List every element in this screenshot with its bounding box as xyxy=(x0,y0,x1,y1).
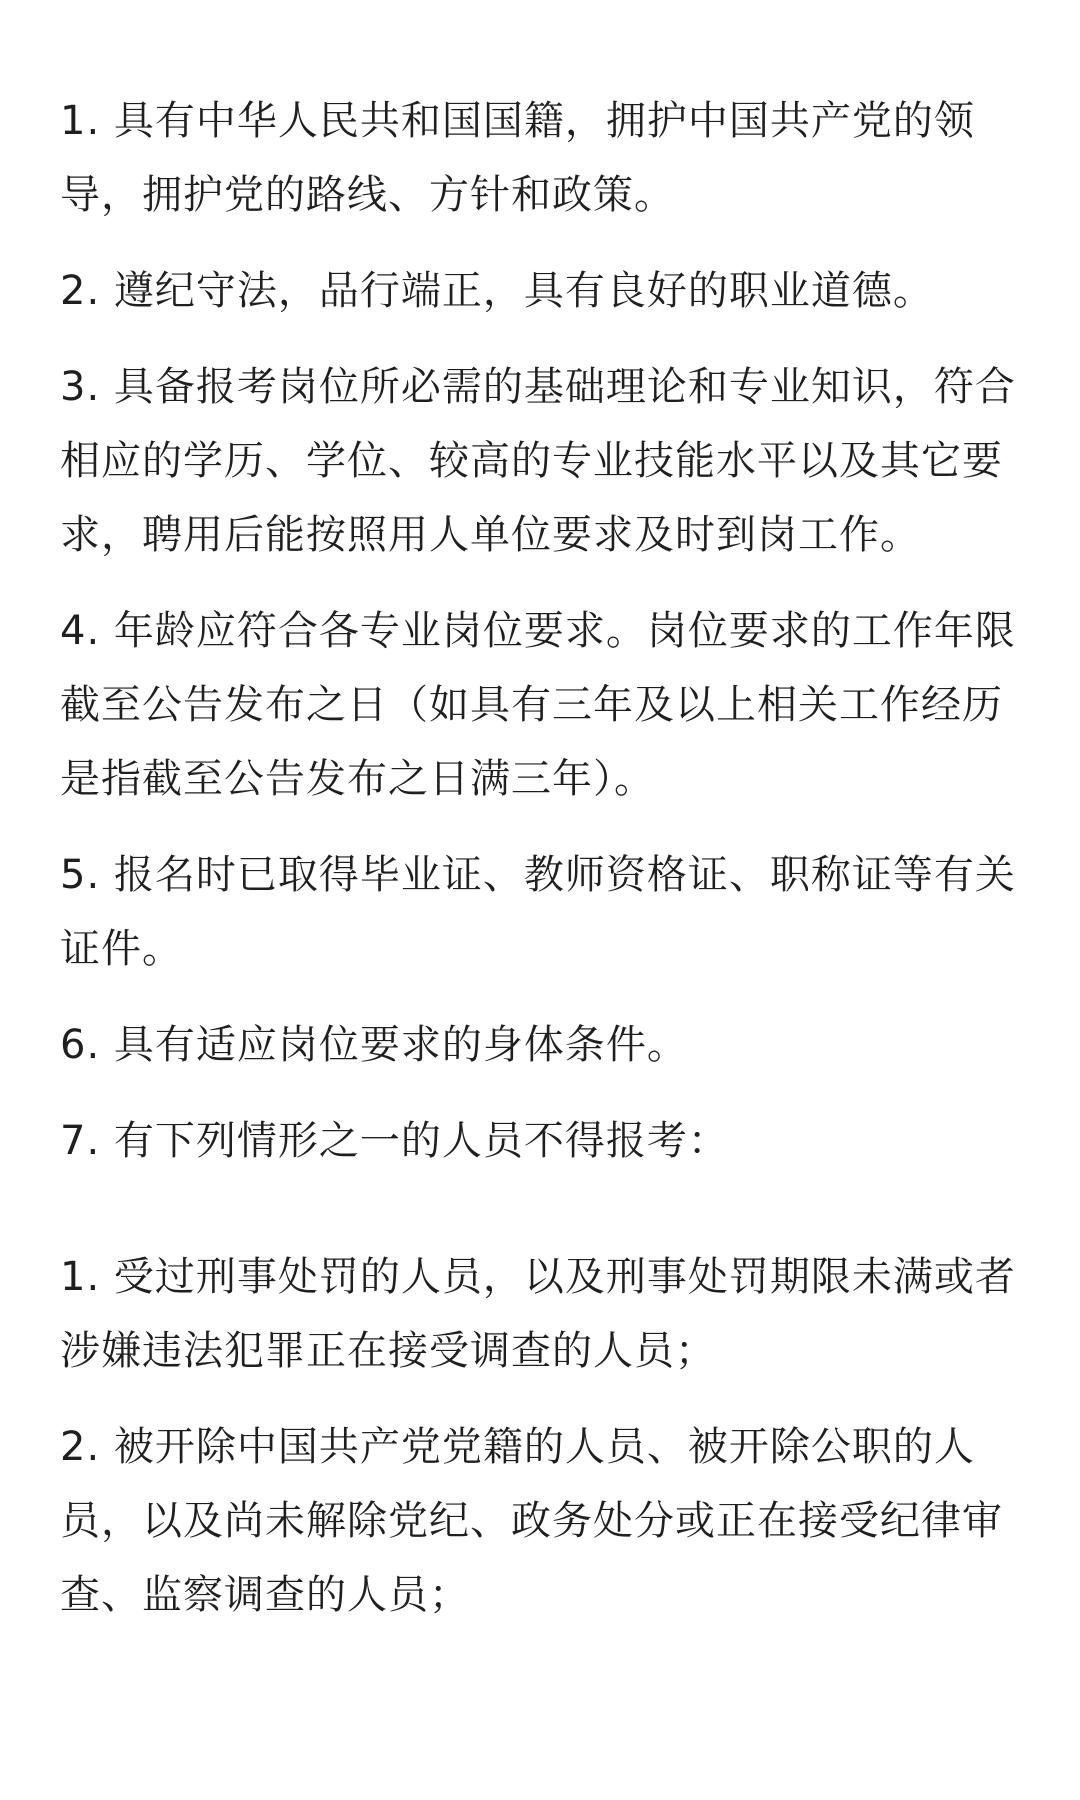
requirement-item-6: 6. 具有适应岗位要求的身体条件。 xyxy=(60,1022,688,1068)
requirement-item-4: 4. 年龄应符合各专业岗位要求。岗位要求的工作年限截至公告发布之日（如具有三年及以上相关工作经历是指截至公告发布之日满三年）。 xyxy=(60,608,1016,802)
requirement-item-5: 5. 报名时已取得毕业证、教师资格证、职称证等有关证件。 xyxy=(60,852,1016,972)
section-spacer xyxy=(60,1200,1020,1240)
requirement-item-3: 3. 具备报考岗位所必需的基础理论和专业知识，符合相应的学历、学位、较高的专业技能水平以及其它要求，聘用后能按照用人单位要求及时到岗工作。 xyxy=(60,364,1016,558)
requirement-item-2: 2. 遵纪守法，品行端正，具有良好的职业道德。 xyxy=(60,268,934,314)
requirement-item-7: 7. 有下列情形之一的人员不得报考： xyxy=(60,1118,729,1164)
requirement-item-1: 1. 具有中华人民共和国国籍，拥护中国共产党的领导，拥护党的路线、方针和政策。 xyxy=(60,98,975,218)
exclusion-item-2: 2. 被开除中国共产党党籍的人员、被开除公职的人员，以及尚未解除党纪、政务处分或正在接受纪律审查、监察调查的人员； xyxy=(60,1424,1003,1618)
exclusion-item-1: 1. 受过刑事处罚的人员，以及刑事处罚期限未满或者涉嫌违法犯罪正在接受调查的人员； xyxy=(60,1254,1016,1374)
